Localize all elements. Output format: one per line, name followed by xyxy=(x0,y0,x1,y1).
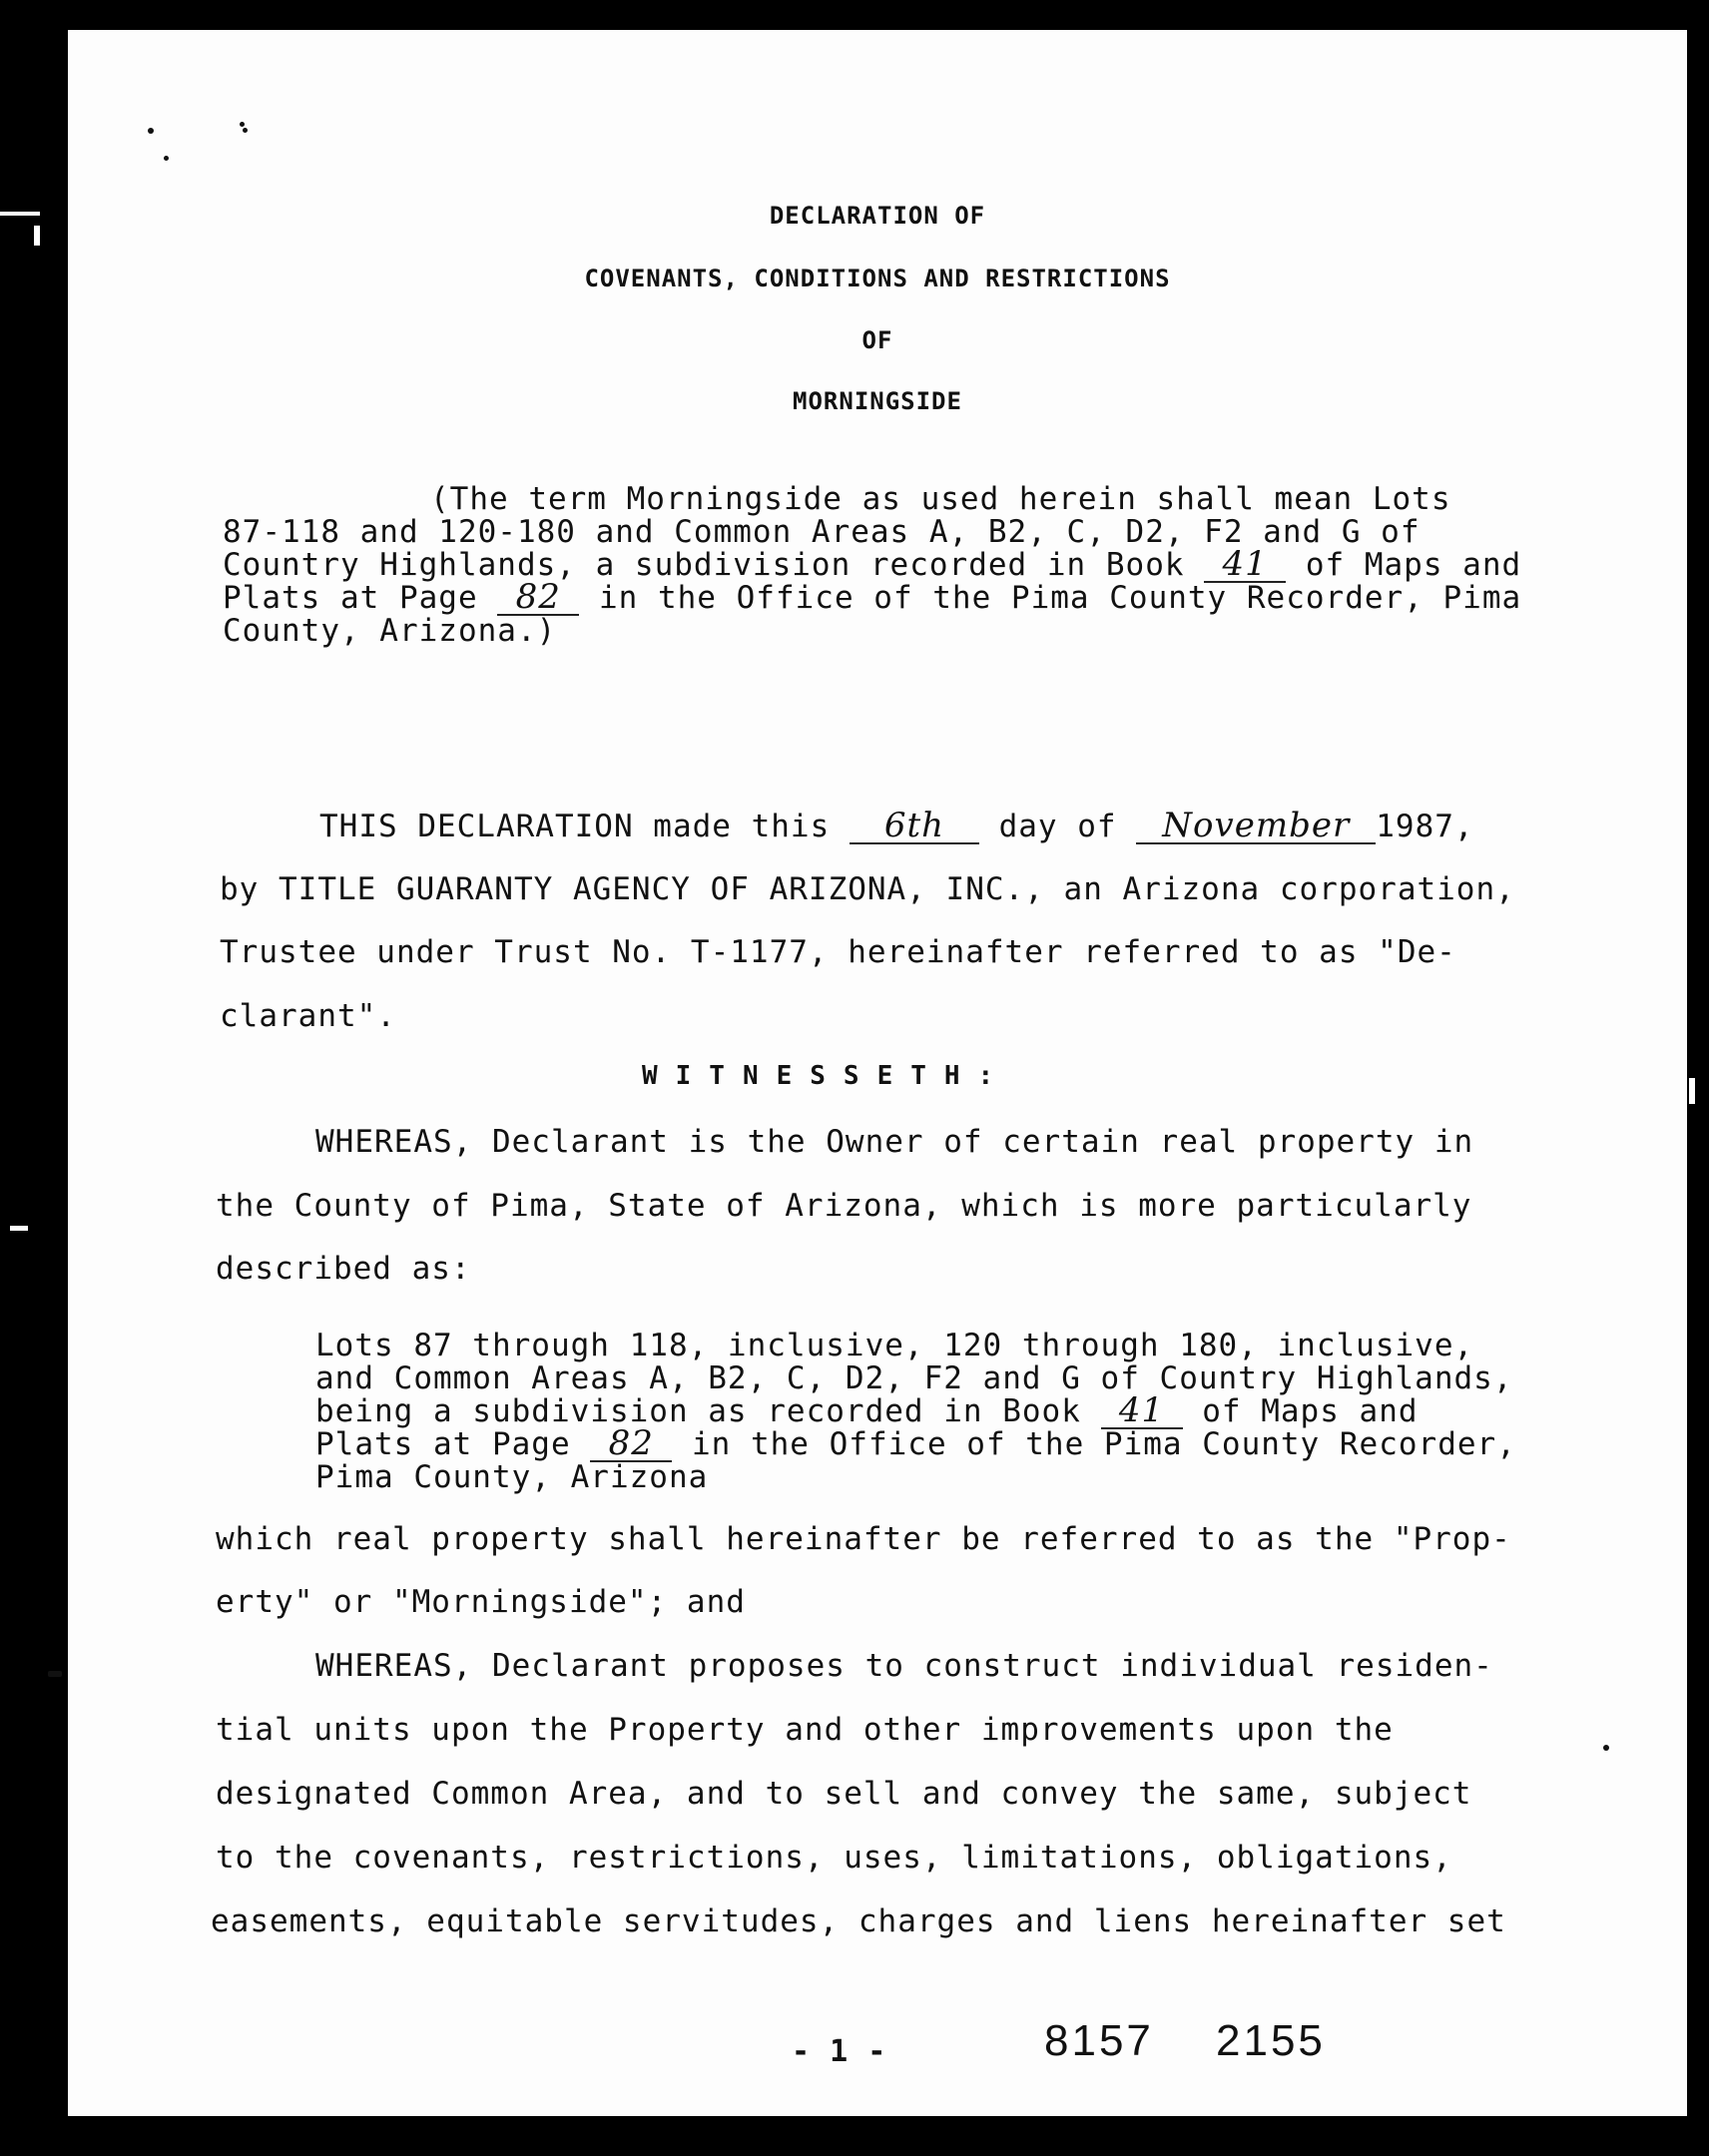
scan-speck xyxy=(164,156,169,161)
document-page xyxy=(68,30,1687,2116)
scan-artifact xyxy=(10,1226,28,1231)
preamble-line: County, Arizona.) xyxy=(223,613,557,649)
lots-text: of Maps and xyxy=(1202,1393,1419,1429)
preamble-line: 87-118 and 120-180 and Common Areas A, B2, C, D2, F2 and G of xyxy=(223,514,1421,550)
declaration-text: day of xyxy=(998,808,1117,844)
whereas-line: described as: xyxy=(216,1251,471,1287)
declaration-text: THIS DECLARATION made this xyxy=(319,808,831,844)
scan-speck xyxy=(148,128,154,134)
preamble-text: Plats at Page xyxy=(223,580,478,616)
scan-artifact xyxy=(34,226,40,246)
lots-text: being a subdivision as recorded in Book xyxy=(315,1393,1081,1429)
whereas-line: tial units upon the Property and other improvements upon the xyxy=(216,1712,1394,1748)
document-id-part-1: 8157 xyxy=(1044,2016,1154,2065)
handwritten-month: November xyxy=(1136,808,1376,844)
title-line-3: OF xyxy=(861,326,893,354)
property-line: which real property shall hereinafter be referred to as the "Prop- xyxy=(216,1521,1511,1557)
handwritten-book-number: 41 xyxy=(1204,547,1286,583)
handwritten-page-number: 82 xyxy=(497,580,579,616)
lots-line xyxy=(315,1390,1419,1430)
preamble-line xyxy=(223,544,1522,584)
lots-line: Pima County, Arizona xyxy=(315,1459,709,1495)
title-line-1: DECLARATION OF xyxy=(769,202,986,230)
page-number: - 1 - xyxy=(792,2034,887,2069)
lots-line xyxy=(315,1423,1516,1463)
whereas-line: designated Common Area, and to sell and convey the same, subject xyxy=(216,1776,1472,1812)
declaration-text: 1987, xyxy=(1376,808,1474,844)
lots-line: and Common Areas A, B2, C, D2, F2 and G of Country Highlands, xyxy=(315,1360,1513,1396)
property-line: erty" or "Morningside"; and xyxy=(216,1584,746,1620)
lots-line: Lots 87 through 118, inclusive, 120 through 180, inclusive, xyxy=(315,1328,1474,1363)
lots-text: Plats at Page xyxy=(315,1426,571,1462)
scan-speck xyxy=(48,1671,62,1677)
witnesseth-heading: WITNESSETH: xyxy=(642,1061,1012,1091)
whereas-line: easements, equitable servitudes, charges and liens hereinafter set xyxy=(211,1903,1506,1939)
preamble-text: of Maps and xyxy=(1305,547,1522,583)
handwritten-day: 6th xyxy=(850,808,979,844)
declaration-line: by TITLE GUARANTY AGENCY OF ARIZONA, INC., an Arizona corporation, xyxy=(220,871,1515,907)
title-line-2: COVENANTS, CONDITIONS AND RESTRICTIONS xyxy=(584,265,1171,292)
preamble-text: in the Office of the Pima County Recorder, Pima xyxy=(598,580,1522,616)
title-line-4: MORNINGSIDE xyxy=(793,387,962,415)
preamble-line xyxy=(223,577,1522,617)
whereas-line: to the covenants, restrictions, uses, limitations, obligations, xyxy=(216,1840,1452,1876)
declaration-line: clarant". xyxy=(220,998,396,1034)
scan-artifact xyxy=(1689,1078,1695,1104)
document-id-part-2: 2155 xyxy=(1216,2016,1326,2065)
scan-artifact xyxy=(0,212,40,216)
whereas-line: WHEREAS, Declarant is the Owner of certain real property in xyxy=(315,1124,1474,1160)
scan-speck xyxy=(243,128,248,133)
lots-text: in the Office of the Pima County Recorder, xyxy=(691,1426,1516,1462)
declaration-line: Trustee under Trust No. T-1177, hereinafter referred to as "De- xyxy=(220,934,1456,970)
scan-speck xyxy=(240,122,245,127)
handwritten-page-number: 82 xyxy=(590,1426,672,1462)
declaration-line xyxy=(319,808,1474,844)
whereas-line: the County of Pima, State of Arizona, which is more particularly xyxy=(216,1188,1472,1224)
scan-speck xyxy=(1603,1745,1609,1751)
whereas-line: WHEREAS, Declarant proposes to construct individual residen- xyxy=(315,1648,1493,1684)
preamble-line: (The term Morningside as used herein shall mean Lots xyxy=(430,481,1451,517)
preamble-text: Country Highlands, a subdivision recorded in Book xyxy=(223,547,1185,583)
handwritten-book-number: 41 xyxy=(1101,1393,1183,1429)
